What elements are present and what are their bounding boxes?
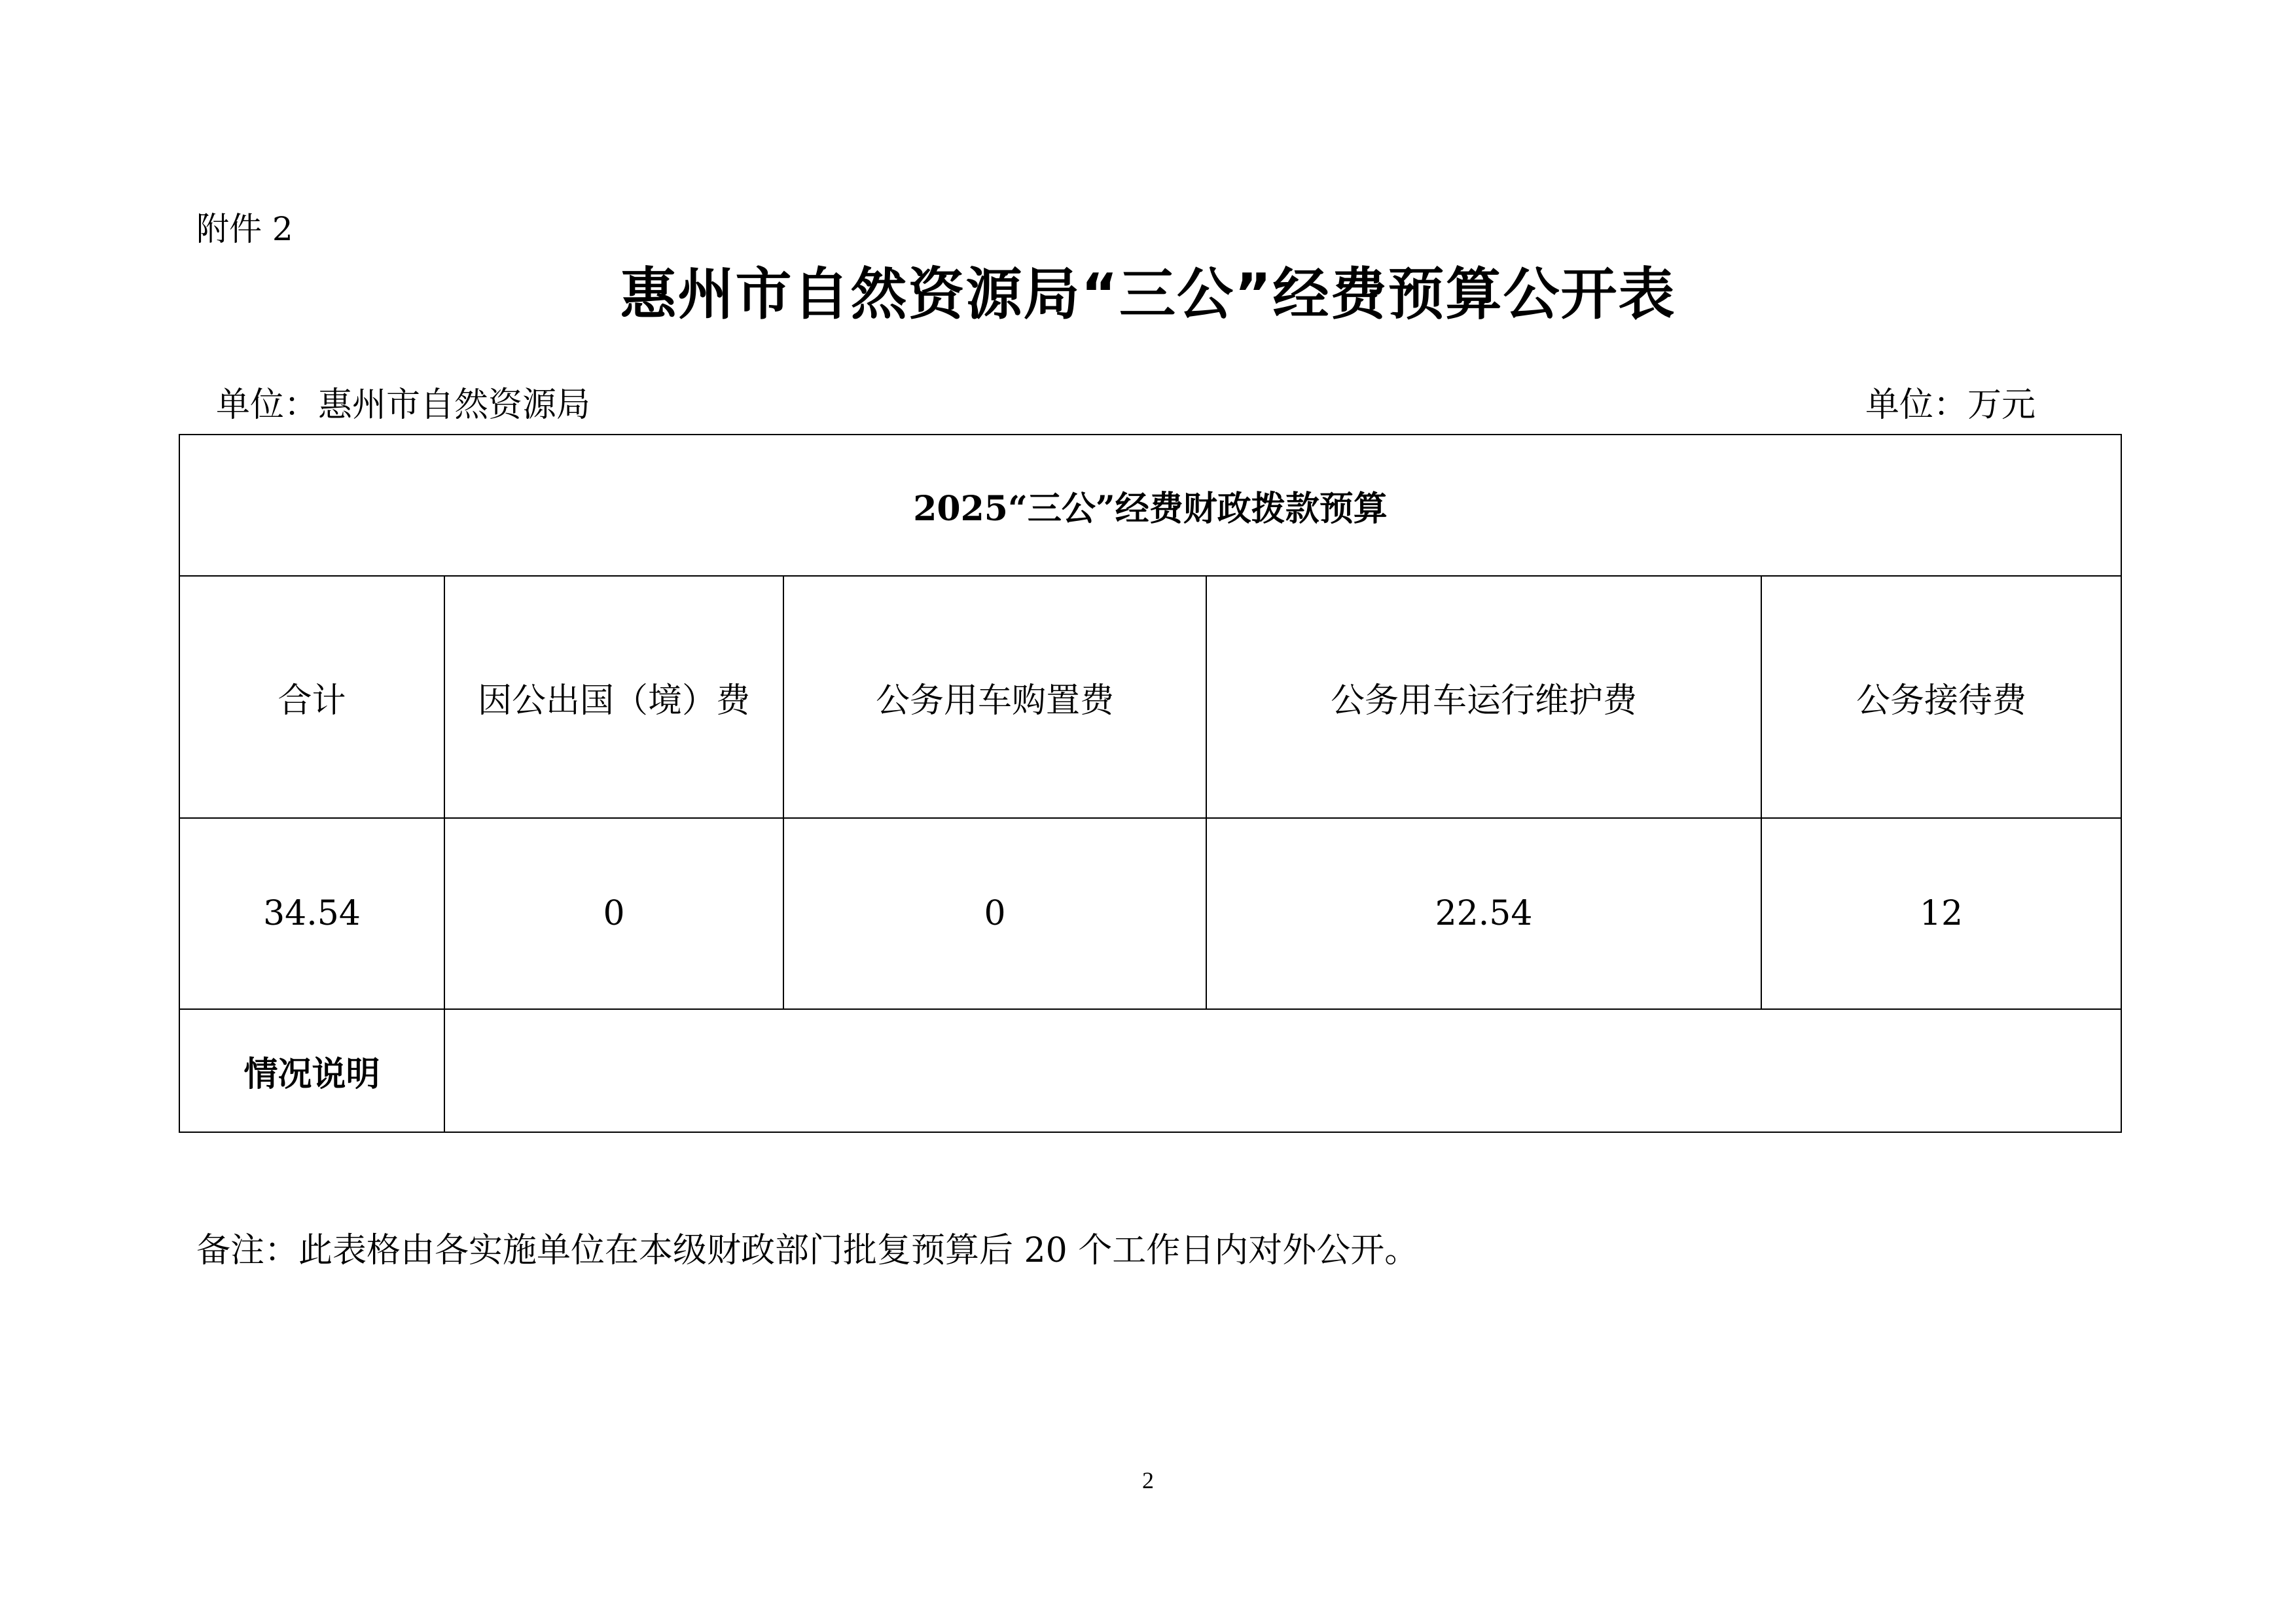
column-header-reception: 公务接待费: [1761, 576, 2121, 818]
value-vehicle-purchase: 0: [783, 818, 1206, 1009]
column-header-vehicle-purchase: 公务用车购置费: [783, 576, 1206, 818]
table-row: [179, 818, 2121, 1009]
notes-label: 情况说明: [179, 1009, 444, 1132]
organization-unit: 单位：惠州市自然资源局: [216, 385, 591, 425]
attachment-label: 附件 2: [196, 210, 293, 248]
table-heading-row: [179, 435, 2121, 576]
budget-table: [179, 434, 2122, 1133]
column-header-total: 合计: [179, 576, 444, 818]
value-vehicle-operation: 22.54: [1206, 818, 1761, 1009]
page-number: 2: [1142, 1467, 1154, 1493]
value-reception: 12: [1761, 818, 2121, 1009]
table-notes-row: [179, 1009, 2121, 1132]
value-overseas-travel: 0: [444, 818, 783, 1009]
column-header-vehicle-operation: 公务用车运行维护费: [1206, 576, 1761, 818]
page-title: 惠州市自然资源局“三公”经费预算公开表: [620, 262, 1676, 327]
column-header-overseas-travel: 因公出国（境）费: [444, 576, 783, 818]
notes-value: [444, 1009, 2121, 1132]
currency-unit: 单位：万元: [1865, 385, 2036, 425]
value-total: 34.54: [179, 818, 444, 1009]
table-header-row: [179, 576, 2121, 818]
footnote-remark: 备注：此表格由各实施单位在本级财政部门批复预算后 20 个工作日内对外公开。: [196, 1231, 1419, 1270]
table-heading: 2025“三公”经费财政拨款预算: [179, 435, 2121, 576]
